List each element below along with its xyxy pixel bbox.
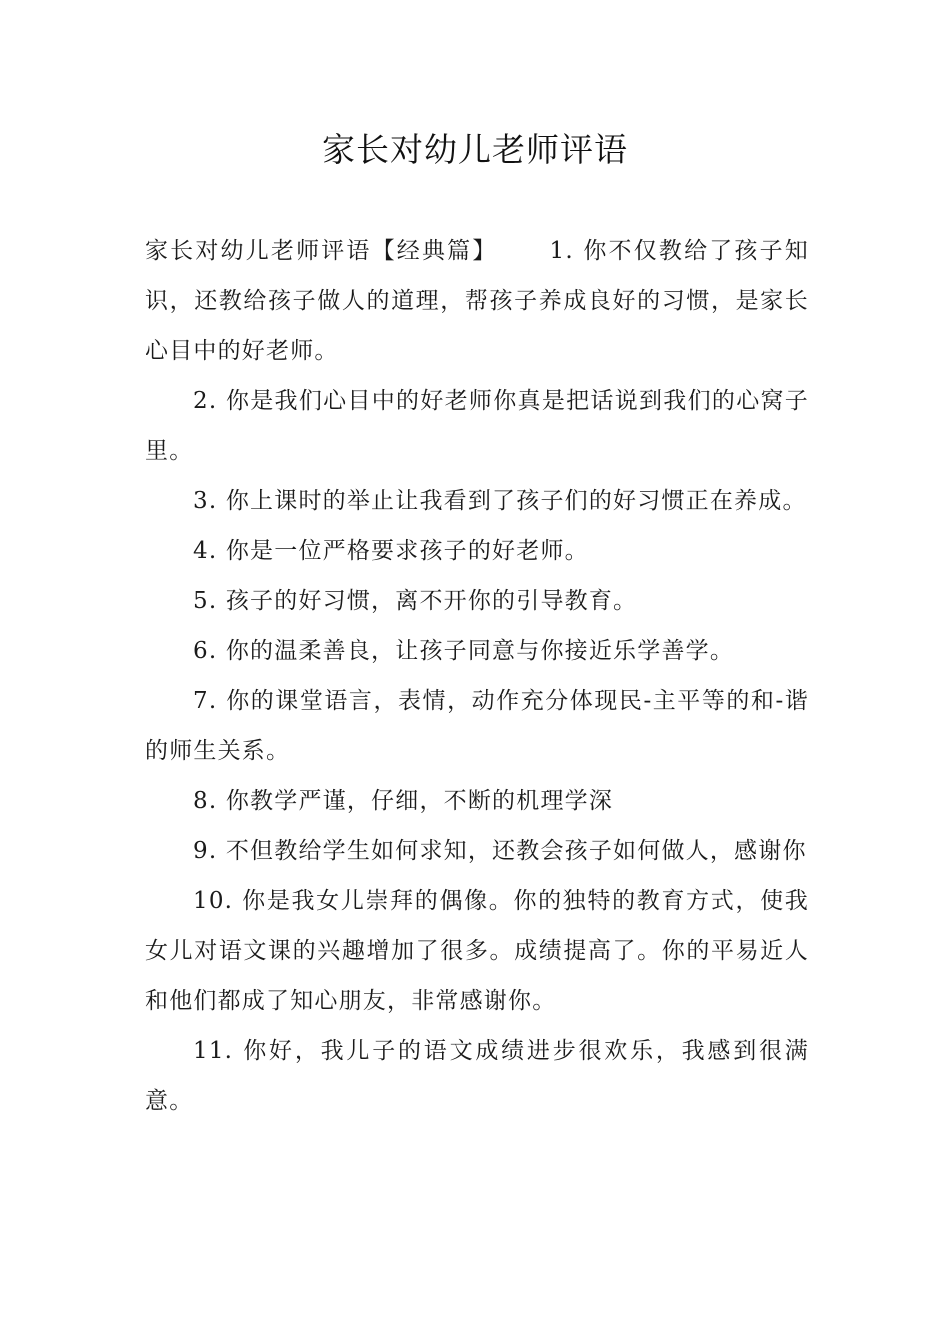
paragraph-2: 2. 你是我们心目中的好老师你真是把话说到我们的心窝子里。 <box>145 388 809 464</box>
paragraph-8: 8. 你教学严谨，仔细，不断的机理学深 <box>193 788 614 814</box>
intro-heading: 家长对幼儿老师评语【经典篇】 <box>145 238 498 264</box>
paragraph-3: 3. 你上课时的举止让我看到了孩子们的好习惯正在养成。 <box>193 488 807 514</box>
paragraph-4: 4. 你是一位严格要求孩子的好老师。 <box>193 538 589 564</box>
paragraph-1: 1. 你不仅教给了孩子知识，还教给孩子做人的道理，帮孩子养成良好的习惯，是家长心目中的好老师。 <box>145 238 809 364</box>
paragraph-10: 10. 你是我女儿崇拜的偶像。你的独特的教育方式，使我女儿对语文课的兴趣增加了很多。成绩提高了。你的平易近人和他们都成了知心朋友，非常感谢你。 <box>145 888 809 1014</box>
paragraph-6: 6. 你的温柔善良，让孩子同意与你接近乐学善学。 <box>193 638 735 664</box>
document-title: 家长对幼儿老师评语 <box>322 130 628 169</box>
paragraph-11: 11. 你好，我儿子的语文成绩进步很欢乐，我感到很满意。 <box>145 1038 809 1114</box>
document-body <box>145 226 809 1126</box>
intro-paragraph <box>145 226 809 376</box>
paragraph-9: 9. 不但教给学生如何求知，还教会孩子如何做人，感谢你 <box>193 838 807 864</box>
paragraph-7: 7. 你的课堂语言，表情，动作充分体现民-主平等的和-谐的师生关系。 <box>145 688 809 764</box>
paragraph-5: 5. 孩子的好习惯，离不开你的引导教育。 <box>193 588 638 614</box>
